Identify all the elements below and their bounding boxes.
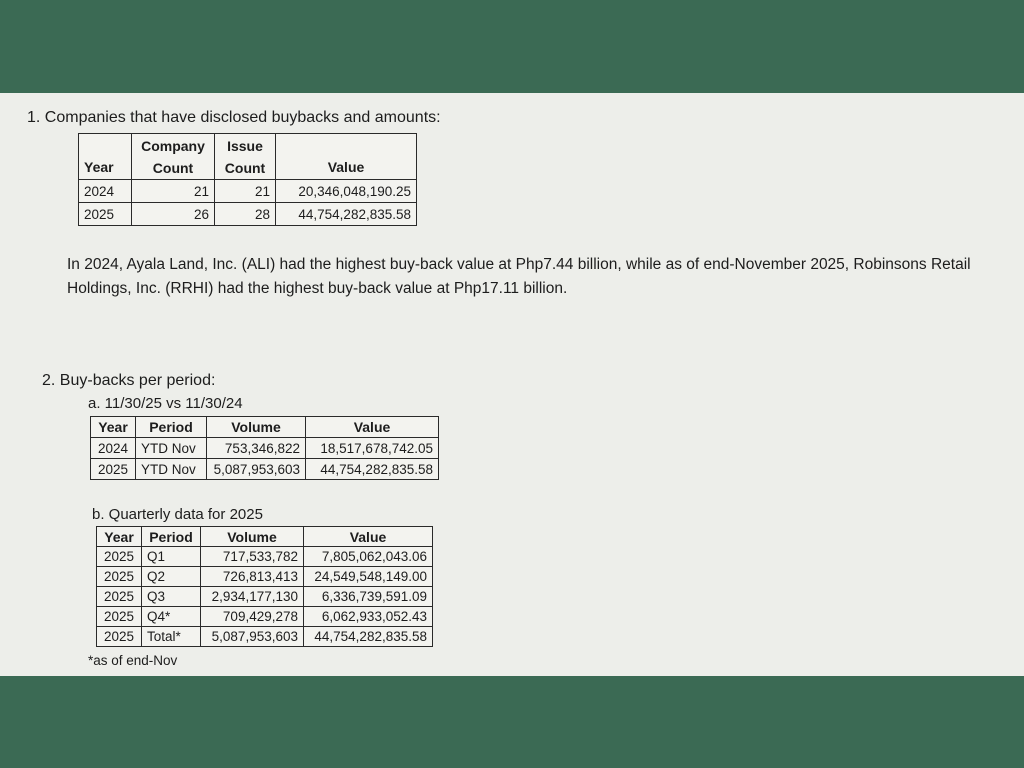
table-row	[97, 567, 433, 587]
table-row	[91, 459, 439, 480]
header-company-count-line2: Count	[152, 159, 194, 176]
summary-line-1: In 2024, Ayala Land, Inc. (ALI) had the highest buy-back value at Php7.44 billion, while as of end-November 2025, Robinsons Retail	[67, 256, 971, 273]
table-row	[79, 203, 417, 226]
quarterly-table	[96, 526, 433, 647]
header-issue-count-line1: Issue	[227, 137, 263, 154]
cell-volume: 726,813,413	[201, 567, 304, 587]
header-volume: Volume	[207, 417, 306, 438]
table-header-row	[97, 527, 433, 547]
period-comparison-table	[90, 416, 439, 480]
cell-year: 2024	[91, 438, 136, 459]
cell-year: 2025	[91, 459, 136, 480]
cell-year: 2025	[79, 203, 132, 226]
cell-company-count: 21	[132, 180, 215, 203]
header-year: Year	[91, 417, 136, 438]
cell-period: YTD Nov	[136, 438, 207, 459]
cell-year: 2025	[97, 627, 142, 647]
table-row	[91, 438, 439, 459]
summary-line-2: Holdings, Inc. (RRHI) had the highest buy-back value at Php17.11 billion.	[67, 280, 568, 297]
document-page	[0, 93, 1024, 676]
companies-table	[78, 133, 417, 226]
cell-value: 7,805,062,043.06	[304, 547, 433, 567]
cell-value: 6,062,933,052.43	[304, 607, 433, 627]
cell-value: 44,754,282,835.58	[306, 459, 439, 480]
cell-value: 18,517,678,742.05	[306, 438, 439, 459]
footnote: *as of end-Nov	[88, 653, 178, 668]
section-1-title: 1. Companies that have disclosed buybacks and amounts:	[27, 109, 441, 126]
cell-issue-count: 21	[215, 180, 276, 203]
table-row	[97, 627, 433, 647]
table-header-row	[91, 417, 439, 438]
header-company-count-line1: Company	[141, 137, 205, 154]
cell-period: Q4*	[142, 607, 201, 627]
cell-volume: 5,087,953,603	[201, 627, 304, 647]
cell-volume: 753,346,822	[207, 438, 306, 459]
cell-issue-count: 28	[215, 203, 276, 226]
header-year: Year	[97, 527, 142, 547]
cell-period: Q1	[142, 547, 201, 567]
header-value: Value	[276, 134, 417, 180]
header-volume: Volume	[201, 527, 304, 547]
header-value: Value	[304, 527, 433, 547]
subsection-b-title: b. Quarterly data for 2025	[92, 506, 263, 523]
cell-volume: 717,533,782	[201, 547, 304, 567]
summary-paragraph	[67, 253, 971, 301]
cell-value: 44,754,282,835.58	[276, 203, 417, 226]
cell-value: 6,336,739,591.09	[304, 587, 433, 607]
cell-volume: 2,934,177,130	[201, 587, 304, 607]
subsection-a-title: a. 11/30/25 vs 11/30/24	[88, 395, 243, 412]
header-period: Period	[142, 527, 201, 547]
cell-year: 2024	[79, 180, 132, 203]
table-row	[97, 587, 433, 607]
cell-year: 2025	[97, 607, 142, 627]
cell-value: 44,754,282,835.58	[304, 627, 433, 647]
cell-period: Q2	[142, 567, 201, 587]
table-row	[97, 607, 433, 627]
cell-year: 2025	[97, 587, 142, 607]
header-year: Year	[79, 134, 132, 180]
cell-period: Total*	[142, 627, 201, 647]
section-2-title: 2. Buy-backs per period:	[42, 372, 216, 389]
cell-value: 20,346,048,190.25	[276, 180, 417, 203]
cell-volume: 709,429,278	[201, 607, 304, 627]
cell-period: YTD Nov	[136, 459, 207, 480]
cell-year: 2025	[97, 567, 142, 587]
cell-period: Q3	[142, 587, 201, 607]
table-header-row	[79, 134, 417, 180]
header-period: Period	[136, 417, 207, 438]
cell-volume: 5,087,953,603	[207, 459, 306, 480]
header-value: Value	[306, 417, 439, 438]
header-issue-count	[215, 134, 276, 180]
header-issue-count-line2: Count	[224, 159, 266, 176]
table-row	[97, 547, 433, 567]
cell-year: 2025	[97, 547, 142, 567]
cell-company-count: 26	[132, 203, 215, 226]
table-row	[79, 180, 417, 203]
cell-value: 24,549,548,149.00	[304, 567, 433, 587]
header-company-count	[132, 134, 215, 180]
